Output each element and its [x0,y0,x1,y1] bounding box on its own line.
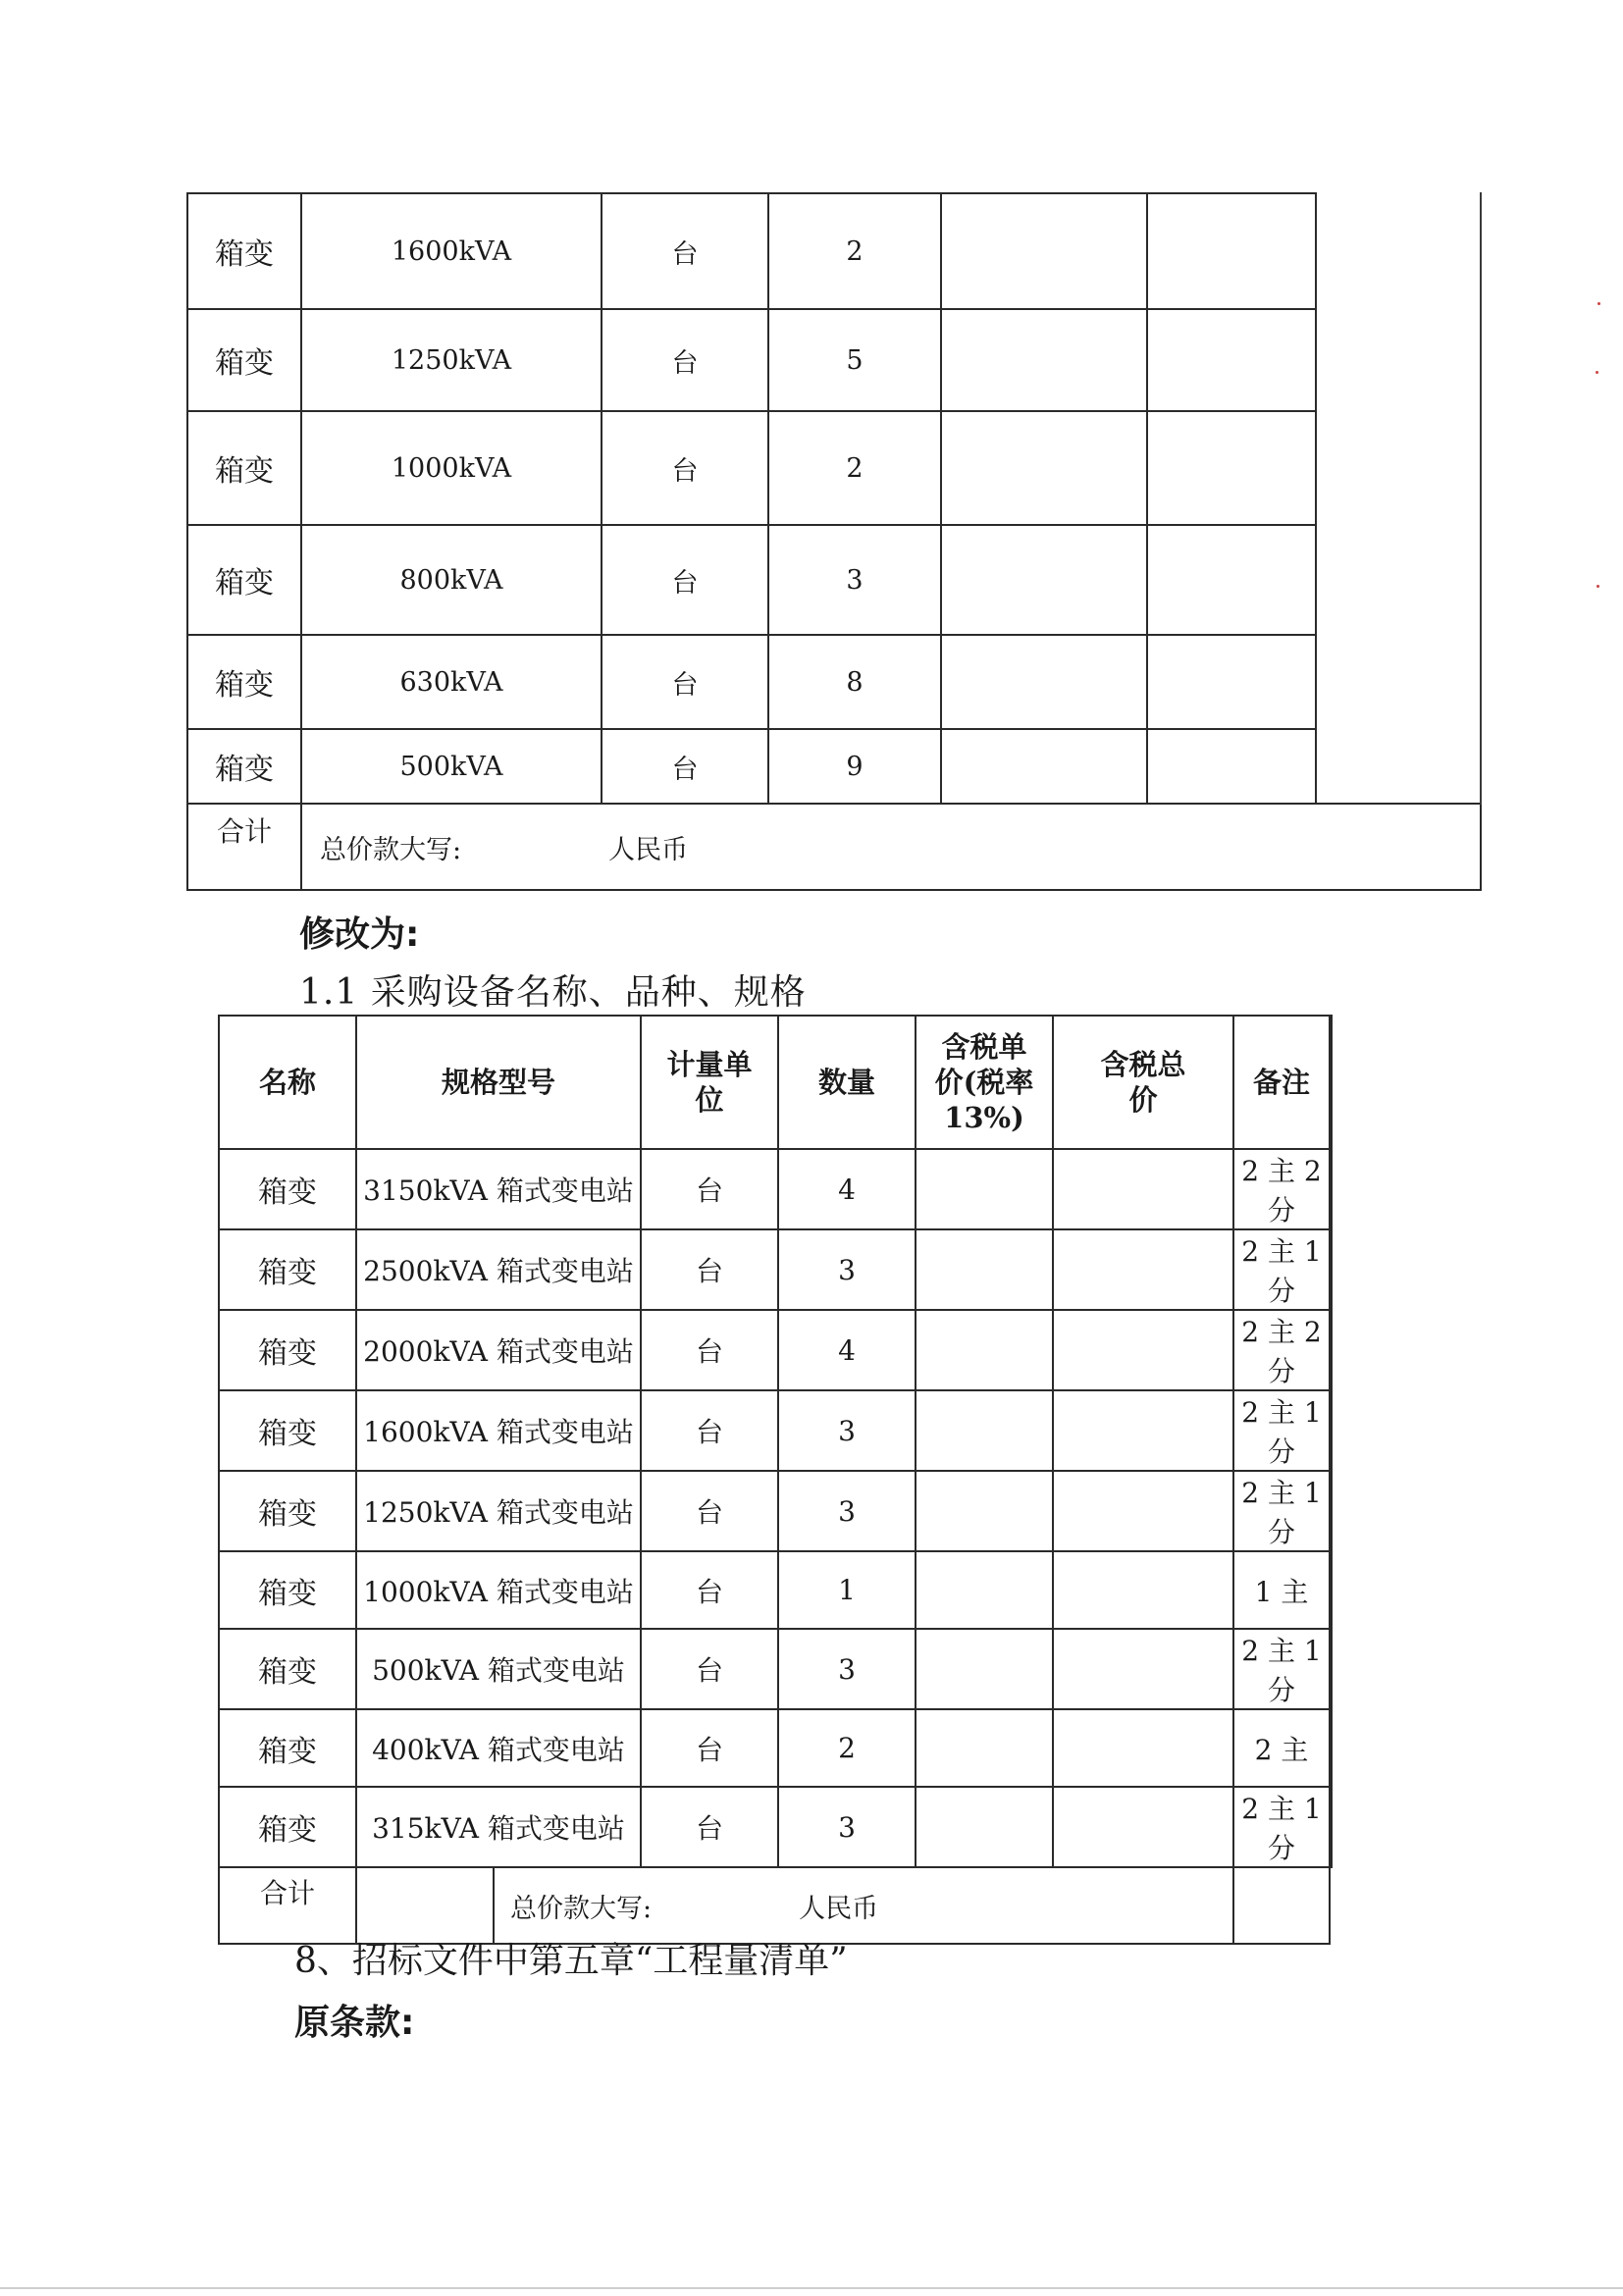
header-unit: 计量单 位 [641,1016,778,1149]
cell-spec: 400kVA 箱式变电站 [356,1709,641,1787]
cell-unit: 台 [602,729,768,804]
cell-unit-price [916,1709,1053,1787]
cell-blank [1330,1551,1332,1629]
cell-remark: 2 主 [1233,1709,1330,1787]
table-row [219,1149,1332,1229]
table-header-row [219,1016,1332,1149]
cell-unit-price [916,1390,1053,1471]
cell-unit-price [916,1629,1053,1709]
cell-unit: 台 [641,1787,778,1867]
cell-blank [1316,193,1481,309]
cell-total-price [1147,411,1316,525]
cell-remark: 2 主 1 分 [1233,1390,1330,1471]
cell-total-price [1147,729,1316,804]
cell-total-price [1053,1551,1233,1629]
cell-remark: 2 主 2 分 [1233,1149,1330,1229]
cell-unit-price [916,1551,1053,1629]
cell-qty: 1 [778,1551,916,1629]
table-row [219,1709,1332,1787]
cell-name: 箱变 [187,193,301,309]
cell-spec: 500kVA [301,729,602,804]
cell-name: 箱变 [219,1149,356,1229]
table-row [219,1229,1332,1310]
cell-total-price [1147,193,1316,309]
cell-total-price [1053,1709,1233,1787]
cell-blank [1330,1149,1332,1229]
header-qty: 数量 [778,1016,916,1149]
cell-unit: 台 [641,1471,778,1551]
cell-total-price [1053,1629,1233,1709]
cell-blank [1316,411,1481,525]
cell-qty: 3 [778,1471,916,1551]
cell-unit-price [916,1471,1053,1551]
cell-remark: 2 主 1 分 [1233,1787,1330,1867]
original-equipment-table [186,192,1482,891]
cell-blank [1316,729,1481,804]
cell-unit-price [941,525,1147,635]
scan-speck [1597,585,1599,588]
cell-qty: 9 [768,729,941,804]
cell-blank [1330,1229,1332,1310]
cell-spec: 3150kVA 箱式变电站 [356,1149,641,1229]
cell-unit: 台 [602,411,768,525]
total-label: 合计 [187,804,301,890]
cell-blank [1316,635,1481,729]
revised-heading: 修改为: [299,914,420,955]
cell-unit-price [941,729,1147,804]
cell-total-price [1053,1390,1233,1471]
cell-blank [1330,1310,1332,1390]
cell-total-price [1147,635,1316,729]
cell-unit: 台 [641,1629,778,1709]
section-title: 1.1 采购设备名称、品种、规格 [299,972,807,1013]
total-label: 合计 [219,1867,356,1944]
page-right-rule [1480,192,1482,805]
header-unit-price: 含税单 价(税率 13%) [916,1016,1053,1149]
cell-qty: 4 [778,1149,916,1229]
cell-remark: 2 主 1 分 [1233,1229,1330,1310]
cell-total-price [1053,1310,1233,1390]
cell-remark: 2 主 2 分 [1233,1310,1330,1390]
cell-unit-price [941,193,1147,309]
table-row [187,193,1481,309]
table-row [219,1471,1332,1551]
cell-qty: 3 [768,525,941,635]
cell-unit: 台 [641,1551,778,1629]
cell-name: 箱变 [187,635,301,729]
cell-spec: 800kVA [301,525,602,635]
cell-blank [1330,1390,1332,1471]
cell-total-price [1053,1149,1233,1229]
cell-spec: 1600kVA [301,193,602,309]
cell-name: 箱变 [187,411,301,525]
table-row [219,1390,1332,1471]
cell-name: 箱变 [187,525,301,635]
table-row [187,729,1481,804]
cell-name: 箱变 [187,309,301,411]
cell-total-price [1147,309,1316,411]
cell-name: 箱变 [219,1471,356,1551]
revised-equipment-table [218,1015,1333,1945]
header-spec: 规格型号 [356,1016,641,1149]
scan-speck [1596,371,1598,374]
cell-spec: 1250kVA [301,309,602,411]
cell-unit-price [941,411,1147,525]
cell-unit-price [941,635,1147,729]
cell-name: 箱变 [219,1310,356,1390]
cell-blank [1330,1787,1332,1867]
header-blank [1330,1016,1332,1149]
cell-unit: 台 [602,309,768,411]
cell-unit-price [916,1310,1053,1390]
cell-qty: 3 [778,1390,916,1471]
cell-name: 箱变 [219,1709,356,1787]
cell-name: 箱变 [219,1629,356,1709]
cell-spec: 1250kVA 箱式变电站 [356,1471,641,1551]
cell-qty: 2 [768,193,941,309]
cell-spec: 500kVA 箱式变电站 [356,1629,641,1709]
cell-spec: 1600kVA 箱式变电站 [356,1390,641,1471]
cell-remark: 1 主 [1233,1551,1330,1629]
page-bottom-edge [0,2287,1623,2289]
table-row [187,635,1481,729]
cell-name: 箱变 [219,1229,356,1310]
cell-spec: 315kVA 箱式变电站 [356,1787,641,1867]
cell-qty: 3 [778,1229,916,1310]
total-row [187,804,1481,890]
cell-unit: 台 [641,1229,778,1310]
cell-qty: 4 [778,1310,916,1390]
cell-unit-price [941,309,1147,411]
cell-blank [1330,1629,1332,1709]
cell-name: 箱变 [219,1551,356,1629]
cell-blank [1316,309,1481,411]
cell-qty: 2 [768,411,941,525]
cell-blank [1330,1471,1332,1551]
cell-unit: 台 [602,635,768,729]
original-clause-heading: 原条款: [294,2003,415,2043]
cell-spec: 1000kVA 箱式变电站 [356,1551,641,1629]
table-row [219,1551,1332,1629]
cell-blank [1330,1709,1332,1787]
scan-speck [1597,302,1600,305]
header-remark: 备注 [1233,1016,1330,1149]
cell-blank [1233,1867,1330,1944]
cell-name: 箱变 [219,1787,356,1867]
cell-qty: 2 [778,1709,916,1787]
currency-label: 人民币 [608,834,689,865]
cell-qty: 8 [768,635,941,729]
cell-unit: 台 [641,1310,778,1390]
table-row [187,411,1481,525]
cell-spec: 2500kVA 箱式变电站 [356,1229,641,1310]
cell-spec: 1000kVA [301,411,602,525]
cell-remark: 2 主 1 分 [1233,1629,1330,1709]
cell-name: 箱变 [187,729,301,804]
cell-blank [1316,525,1481,635]
total-amount-label: 总价款大写: [320,834,462,865]
table-row [219,1787,1332,1867]
cell-unit-price [916,1787,1053,1867]
cell-unit: 台 [602,193,768,309]
total-amount-text [301,804,1481,890]
cell-qty: 3 [778,1629,916,1709]
table-row [219,1629,1332,1709]
cell-qty: 3 [778,1787,916,1867]
cell-unit: 台 [641,1709,778,1787]
cell-unit: 台 [641,1149,778,1229]
table-row [219,1310,1332,1390]
currency-label: 人民币 [799,1893,879,1924]
cell-total-price [1147,525,1316,635]
cell-unit: 台 [602,525,768,635]
cell-name: 箱变 [219,1390,356,1471]
cell-total-price [1053,1471,1233,1551]
cell-qty: 5 [768,309,941,411]
cell-remark: 2 主 1 分 [1233,1471,1330,1551]
cell-unit-price [916,1149,1053,1229]
cell-total-price [1053,1787,1233,1867]
cell-spec: 2000kVA 箱式变电站 [356,1310,641,1390]
cell-unit-price [916,1229,1053,1310]
header-name: 名称 [219,1016,356,1149]
cell-total-price [1053,1229,1233,1310]
cell-unit: 台 [641,1390,778,1471]
item-8-heading: 8、招标文件中第五章“工程量清单” [294,1941,848,1981]
header-total-price: 含税总 价 [1053,1016,1233,1149]
total-amount-label: 总价款大写: [510,1893,653,1924]
table-row [187,309,1481,411]
cell-spec: 630kVA [301,635,602,729]
table-row [187,525,1481,635]
